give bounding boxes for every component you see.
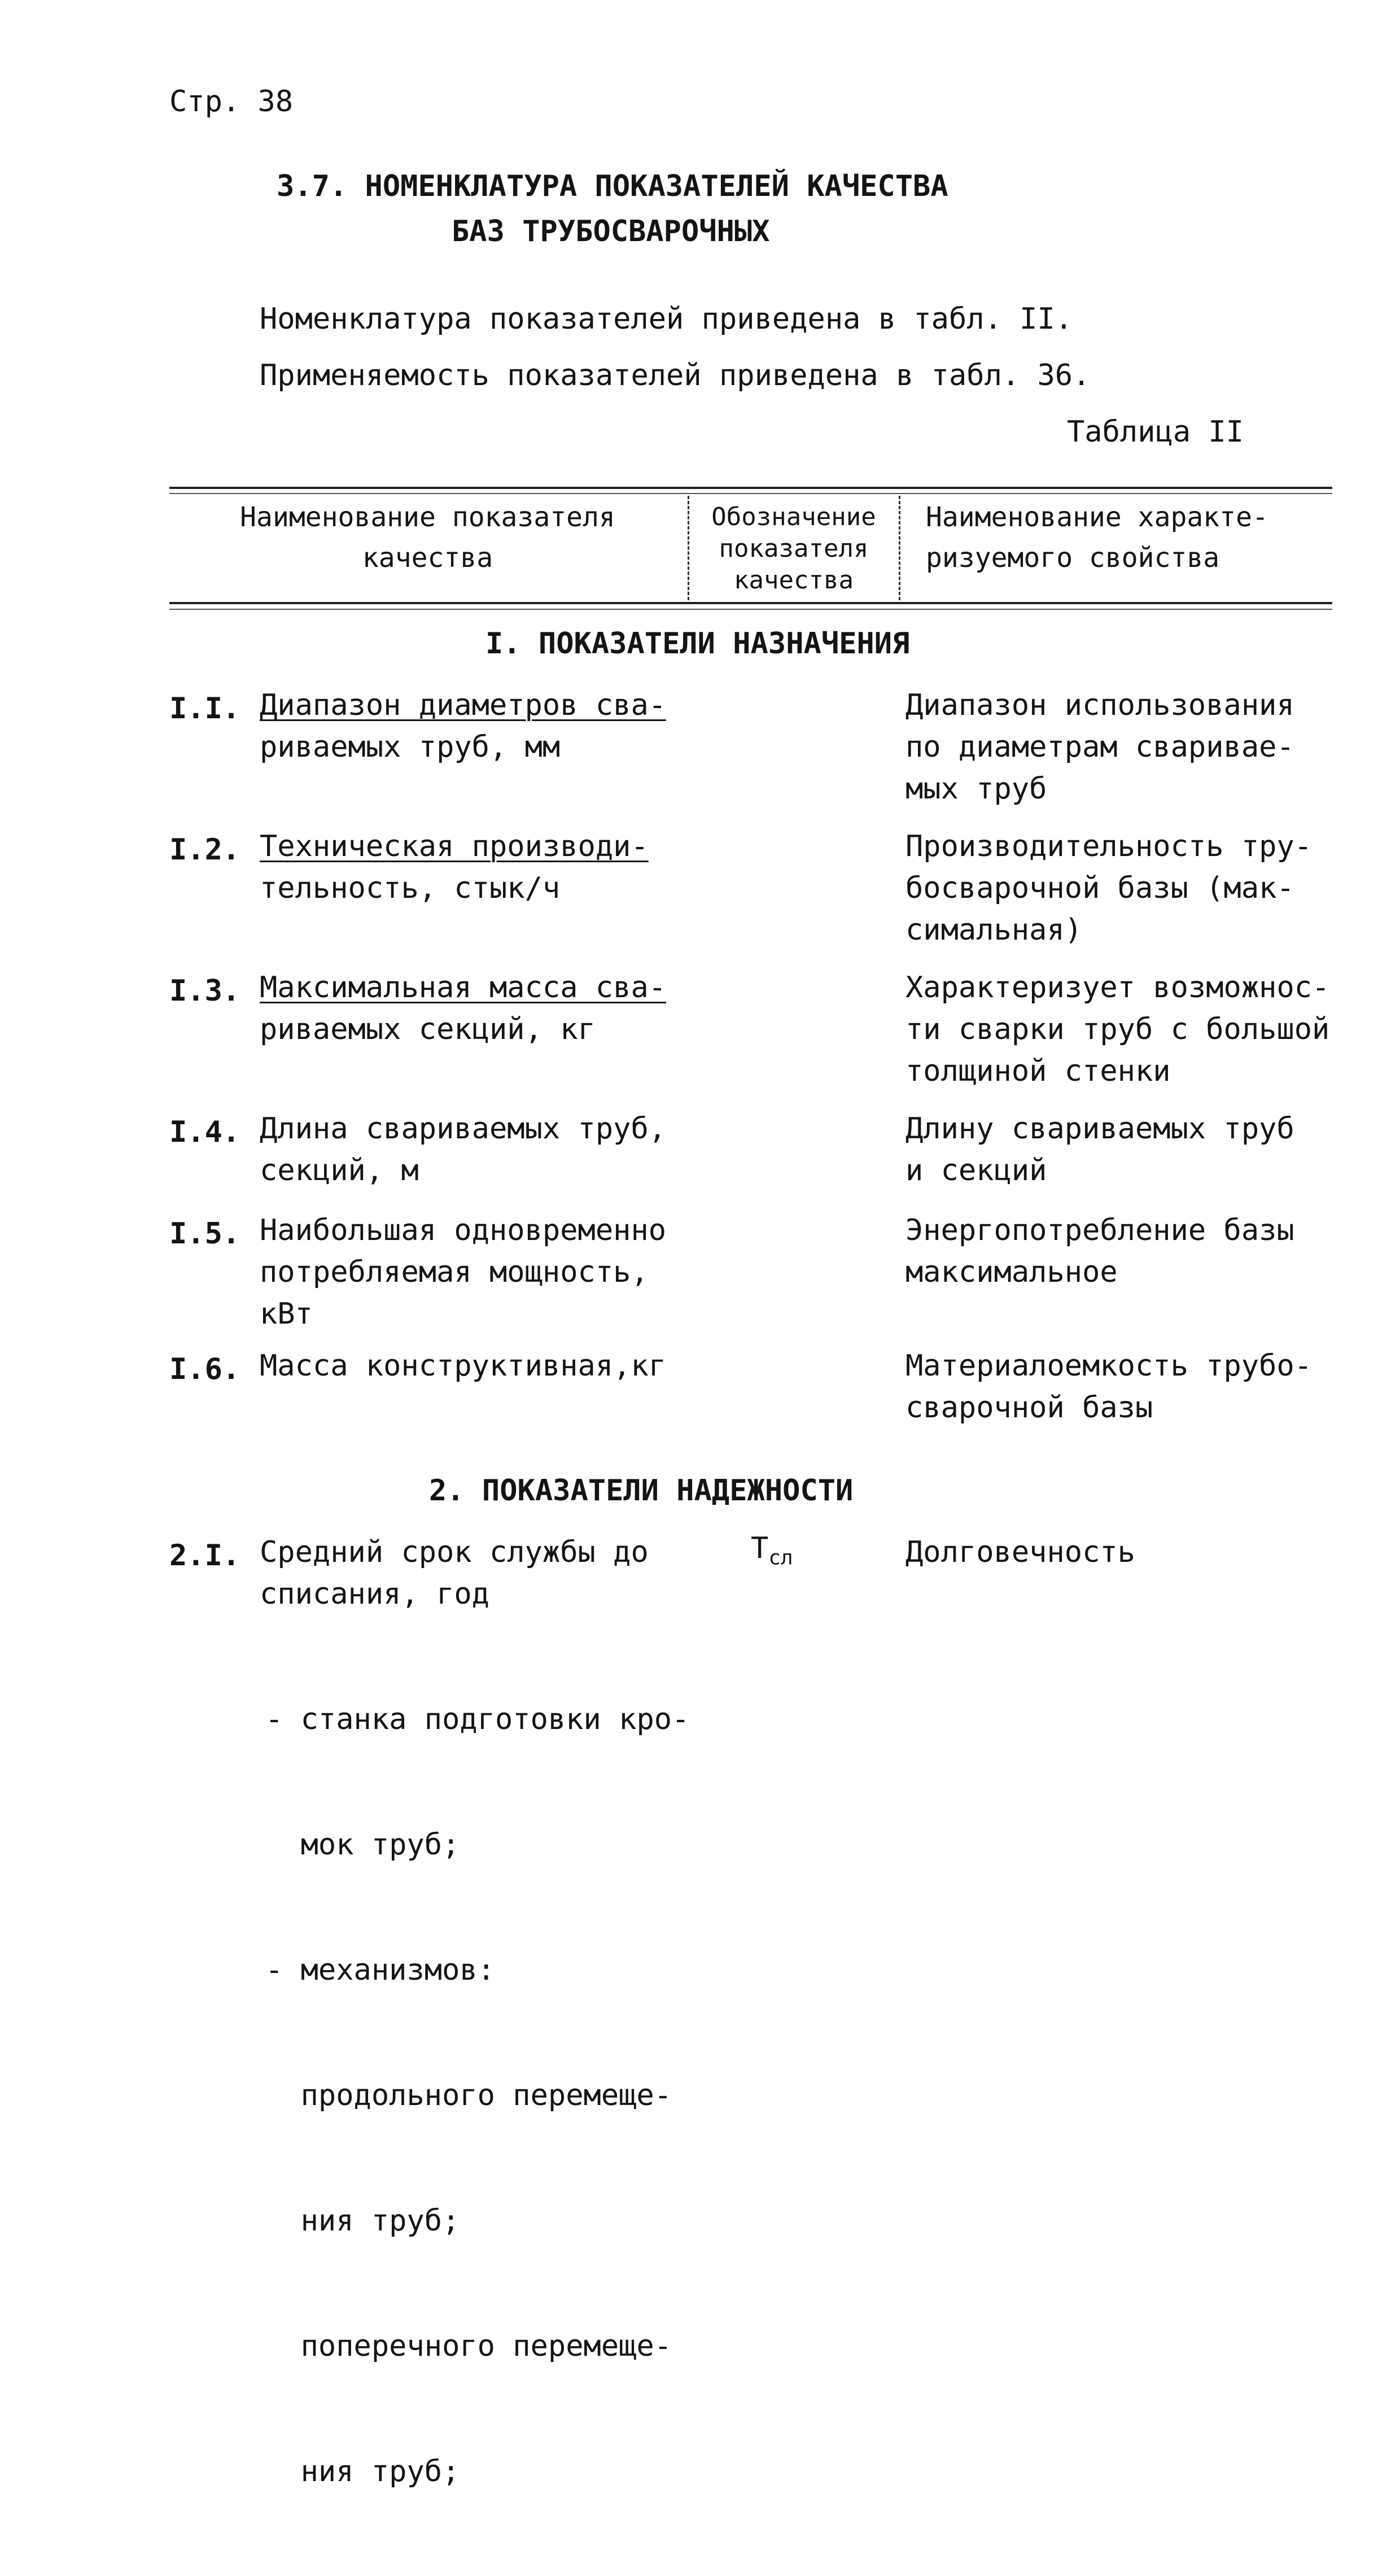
header-col-property: Наименование характе- ризуемого свойства — [926, 501, 1268, 574]
table-top-rule — [169, 487, 1332, 489]
header-separator-2 — [899, 496, 900, 600]
indicator-name: Наибольшая одновременно потребляемая мощность, кВт — [260, 1213, 667, 1331]
indicator-symbol: $Т_{сл}$ — [751, 1531, 793, 1570]
property-description: Энергопотребление базы максимальное — [905, 1213, 1294, 1289]
indicator-name: Масса конструктивная,кг — [260, 1349, 667, 1383]
indicator-name: Максимальная масса сва- риваемых секций, кг — [260, 971, 667, 1046]
group-title-reliability: 2. ПОКАЗАТЕЛИ НАДЕЖНОСТИ — [429, 1474, 854, 1508]
row-number: I.2. — [169, 833, 240, 867]
header-col-name: Наименование показателя качества — [240, 501, 615, 574]
property-description: Длину свариваемых труб и секций — [905, 1112, 1294, 1187]
sub-items-list: - станка подготовки кро- мок труб; - механизмов: продольного перемеще- ния труб; поперечного перемеще- ния труб; — [265, 1702, 690, 2488]
property-description: Характеризует возможнос- ти сварки труб с большой толщиной стенки — [905, 971, 1330, 1088]
row-number: I.3. — [169, 974, 240, 1008]
group-title-purpose: I. ПОКАЗАТЕЛИ НАЗНАЧЕНИЯ — [485, 627, 910, 661]
table-header-bottom-rule — [169, 602, 1332, 604]
property-description: Долговечность — [905, 1535, 1135, 1569]
header-separator-1 — [688, 496, 689, 600]
row-number: I.5. — [169, 1217, 240, 1251]
table-top-rule-thin — [169, 493, 1332, 494]
header-col-symbol: Обозначение показателя качества — [711, 503, 876, 595]
property-description: Диапазон использования по диаметрам сваривае- мых труб — [905, 688, 1294, 806]
section-title-line-2: БАЗ ТРУБОСВАРОЧНЫХ — [452, 215, 770, 248]
row-number: 2.I. — [169, 1539, 240, 1573]
property-description: Производительность тру- босварочной базы (мак- симальная) — [905, 829, 1313, 947]
table-header-bottom-rule-thin — [169, 609, 1332, 610]
row-number: I.I. — [169, 692, 240, 726]
table-label: Таблица II — [1067, 415, 1244, 449]
indicator-name: Средний срок службы до списания, год — [260, 1535, 649, 1611]
intro-line-2: Применяемость показателей приведена в табл. 36. — [260, 359, 1091, 392]
property-description: Материалоемкость трубо- сварочной базы — [905, 1349, 1313, 1425]
page-number: Стр. 38 — [169, 85, 294, 119]
row-number: I.6. — [169, 1352, 240, 1386]
section-title-line-1: 3.7. НОМЕНКЛАТУРА ПОКАЗАТЕЛЕЙ КАЧЕСТВА — [277, 169, 948, 203]
indicator-name: Диапазон диаметров сва- риваемых труб, мм — [260, 688, 667, 764]
indicator-name: Длина свариваемых труб, секций, м — [260, 1112, 667, 1187]
intro-line-1: Номенклатура показателей приведена в табл. II. — [260, 302, 1073, 336]
indicator-name: Техническая производи- тельность, стык/ч — [260, 829, 649, 905]
row-number: I.4. — [169, 1115, 240, 1149]
